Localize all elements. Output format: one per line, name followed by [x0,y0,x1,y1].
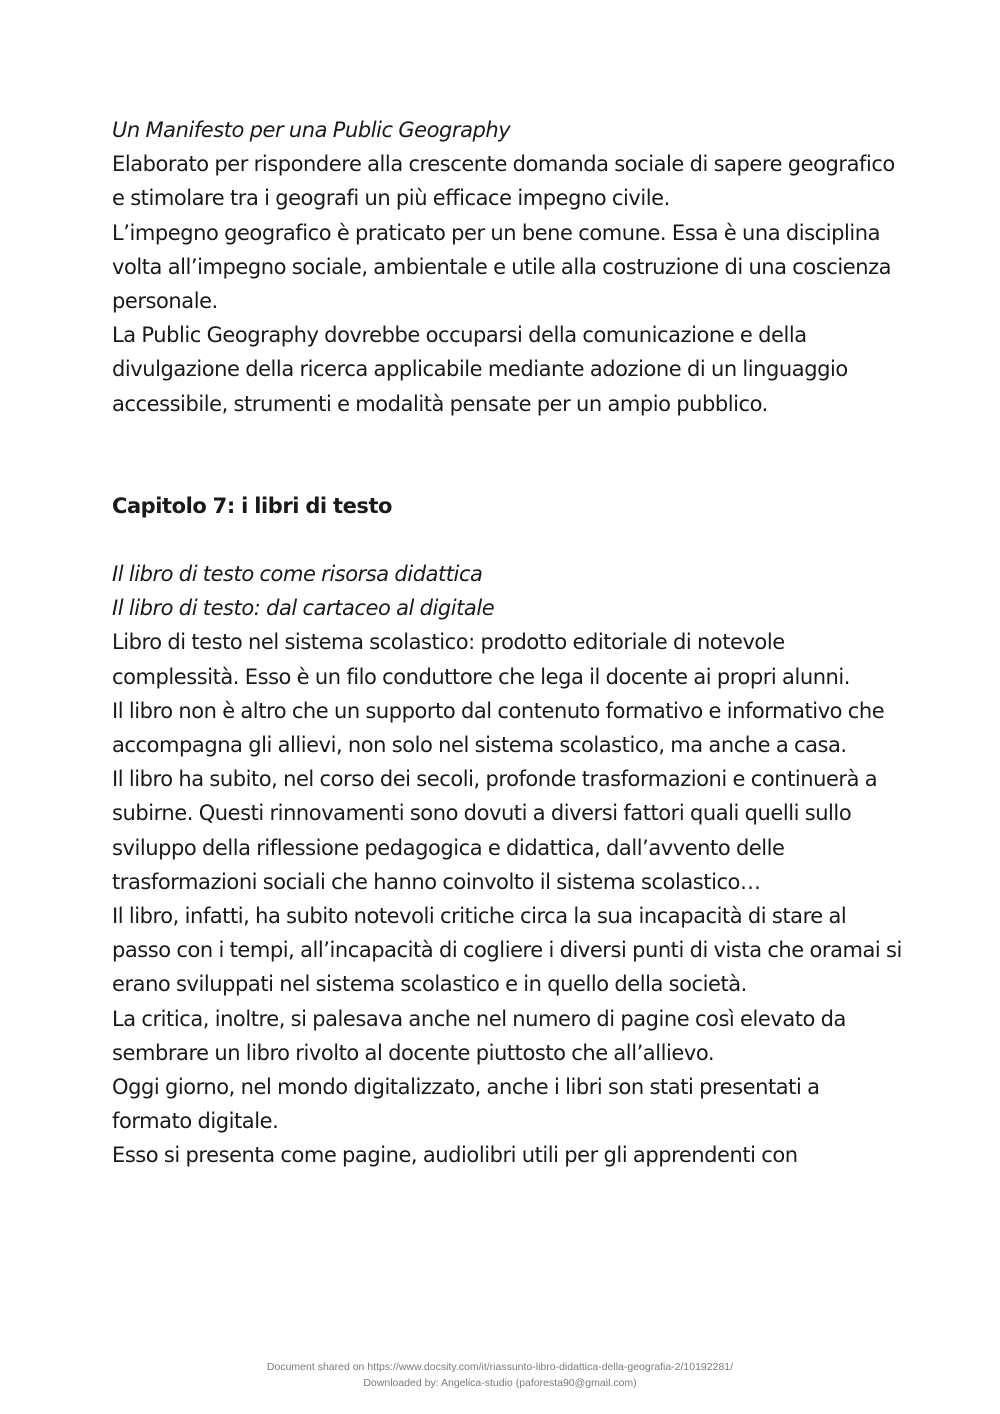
paragraph: L’impegno geografico è praticato per un bene comune. Essa è una disciplina volta all’impegno sociale, ambientale e utile alla costruzione di una coscienza personale. [112,220,892,314]
spacer [112,523,902,557]
section-heading-public-geography: Un Manifesto per una Public Geography [112,118,511,142]
paragraph: La Public Geography dovrebbe occuparsi della comunicazione e della divulgazione della ricerca applicabile mediante adozione di un linguaggio accessibile, strumenti e modalità pensate per un ampio pubblico. [112,323,848,416]
subheading: Il libro di testo: dal cartaceo al digitale [112,596,495,621]
paragraph: La critica, inoltre, si palesava anche nel numero di pagine così elevato da sembrare un libro rivolto al docente piuttosto che all’allievo. [112,1006,846,1065]
document-body [112,113,902,1173]
paragraph: Il libro non è altro che un supporto dal contenuto formativo e informativo che accompagna gli allievi, non solo nel sistema scolastico, ma anche a casa. [112,698,885,758]
subheading: Il libro di testo come risorsa didattica [112,562,483,587]
paragraph: Oggi giorno, nel mondo digitalizzato, anche i libri son stati presentati a formato digitale. [112,1075,820,1134]
paragraph: Libro di testo nel sistema scolastico: prodotto editoriale di notevole complessità. Esso è un filo conduttore che lega il docente ai propri alunni. [112,630,851,689]
paragraph: Il libro ha subito, nel corso dei secoli, profonde trasformazioni e continuerà a subirne. Questi rinnovamenti sono dovuti a diversi fattori quali quelli sullo sviluppo della riflessione pedagogica e didattica, dall’avvento delle trasformazioni sociali che hanno coinvolto il sistema scolastico… [112,767,878,894]
shared-on-line: Document shared on https://www.docsity.com/it/riassunto-libro-didattica-della-geografia-2/10192281/ [266,1361,734,1373]
spacer [112,421,902,489]
paragraph: Esso si presenta come pagine, audiolibri utili per gli apprendenti con [112,1143,798,1168]
downloaded-by-line: Downloaded by: Angelica-studio (paforesta90@gmail.com) [363,1377,637,1389]
download-footer [0,1359,1000,1391]
paragraph: Elaborato per rispondere alla crescente domanda sociale di sapere geografico e stimolare tra i geografi un più efficace impegno civile. [112,152,895,211]
chapter-title: Capitolo 7: i libri di testo [112,493,393,518]
paragraph: Il libro, infatti, ha subito notevoli critiche circa la sua incapacità di stare al passo con i tempi, all’incapacità di cogliere i diversi punti di vista che oramai si erano sviluppati nel sistema scolastico e in quello della società. [112,904,902,997]
